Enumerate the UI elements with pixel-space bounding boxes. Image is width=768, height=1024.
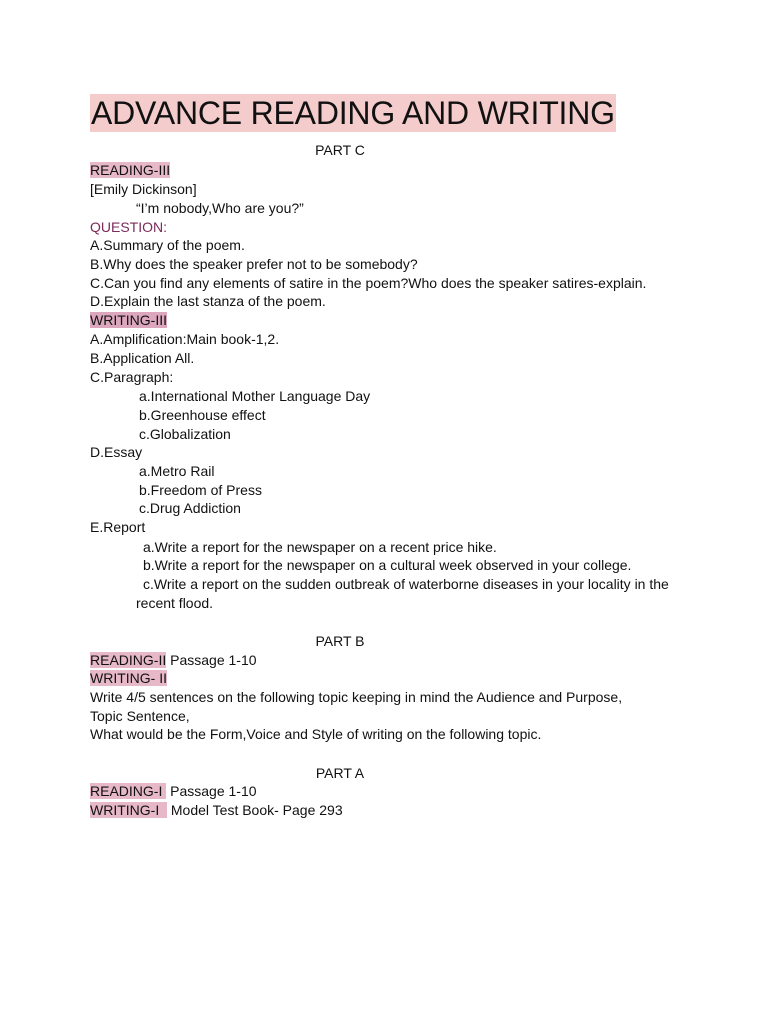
paragraph-item: b.Greenhouse effect bbox=[139, 407, 266, 423]
report-item: b.Write a report for the newspaper on a cultural week observed in your college. bbox=[143, 557, 632, 573]
part-a-heading: PART A bbox=[315, 765, 365, 781]
paragraph-item: a.International Mother Language Day bbox=[139, 388, 371, 404]
reading-ii-highlight: READING-II bbox=[90, 652, 167, 668]
writing-ii-line bbox=[90, 669, 167, 687]
writing-ii-highlight: WRITING- II bbox=[90, 670, 167, 686]
writing-iii-highlight: WRITING-III bbox=[90, 312, 167, 328]
question-item: C.Can you find any elements of satire in the poem?Who does the speaker satires-explain. bbox=[90, 275, 647, 291]
poem-title: “I’m nobody,Who are you?” bbox=[136, 200, 304, 216]
reading-ii-line bbox=[90, 651, 257, 669]
reading-i-line bbox=[90, 782, 257, 800]
writing-i-line bbox=[90, 801, 343, 819]
reading-ii-text: Passage 1-10 bbox=[166, 652, 257, 668]
reading-iii-highlight: READING-III bbox=[90, 162, 171, 178]
question-item: D.Explain the last stanza of the poem. bbox=[90, 293, 326, 309]
writing-i-text: Model Test Book- Page 293 bbox=[167, 802, 343, 818]
essay-label: D.Essay bbox=[90, 444, 143, 460]
essay-item: a.Metro Rail bbox=[139, 463, 215, 479]
application-item: B.Application All. bbox=[90, 350, 195, 366]
report-item-continuation: recent flood. bbox=[136, 595, 214, 611]
reading-i-highlight: READING-I bbox=[90, 783, 167, 799]
writing-ii-instruction: Topic Sentence, bbox=[90, 708, 190, 724]
report-label: E.Report bbox=[90, 519, 146, 535]
paragraph-item: c.Globalization bbox=[139, 426, 231, 442]
amplification-item: A.Amplification:Main book-1,2. bbox=[90, 331, 280, 347]
question-item: B.Why does the speaker prefer not to be somebody? bbox=[90, 256, 418, 272]
document-title: ADVANCE READING AND WRITING bbox=[91, 95, 615, 131]
writing-ii-instruction: Write 4/5 sentences on the following topic keeping in mind the Audience and Purpose, bbox=[90, 689, 623, 705]
essay-item: c.Drug Addiction bbox=[139, 500, 241, 516]
part-c-heading: PART C bbox=[315, 142, 365, 158]
writing-i-highlight: WRITING-I bbox=[90, 802, 167, 818]
essay-item: b.Freedom of Press bbox=[139, 482, 262, 498]
paragraph-label: C.Paragraph: bbox=[90, 369, 174, 385]
writing-iii-label bbox=[90, 311, 167, 329]
part-b-heading: PART B bbox=[315, 633, 365, 649]
question-item: A.Summary of the poem. bbox=[90, 237, 245, 253]
reading-i-text: Passage 1-10 bbox=[166, 783, 257, 799]
reading-iii-label bbox=[90, 161, 170, 179]
report-item: a.Write a report for the newspaper on a recent price hike. bbox=[143, 539, 497, 555]
question-label: QUESTION: bbox=[90, 219, 168, 235]
writing-ii-instruction: What would be the Form,Voice and Style of writing on the following topic. bbox=[90, 726, 542, 742]
poem-author: [Emily Dickinson] bbox=[90, 181, 197, 197]
report-item: c.Write a report on the sudden outbreak of waterborne diseases in your locality in the bbox=[143, 576, 669, 592]
